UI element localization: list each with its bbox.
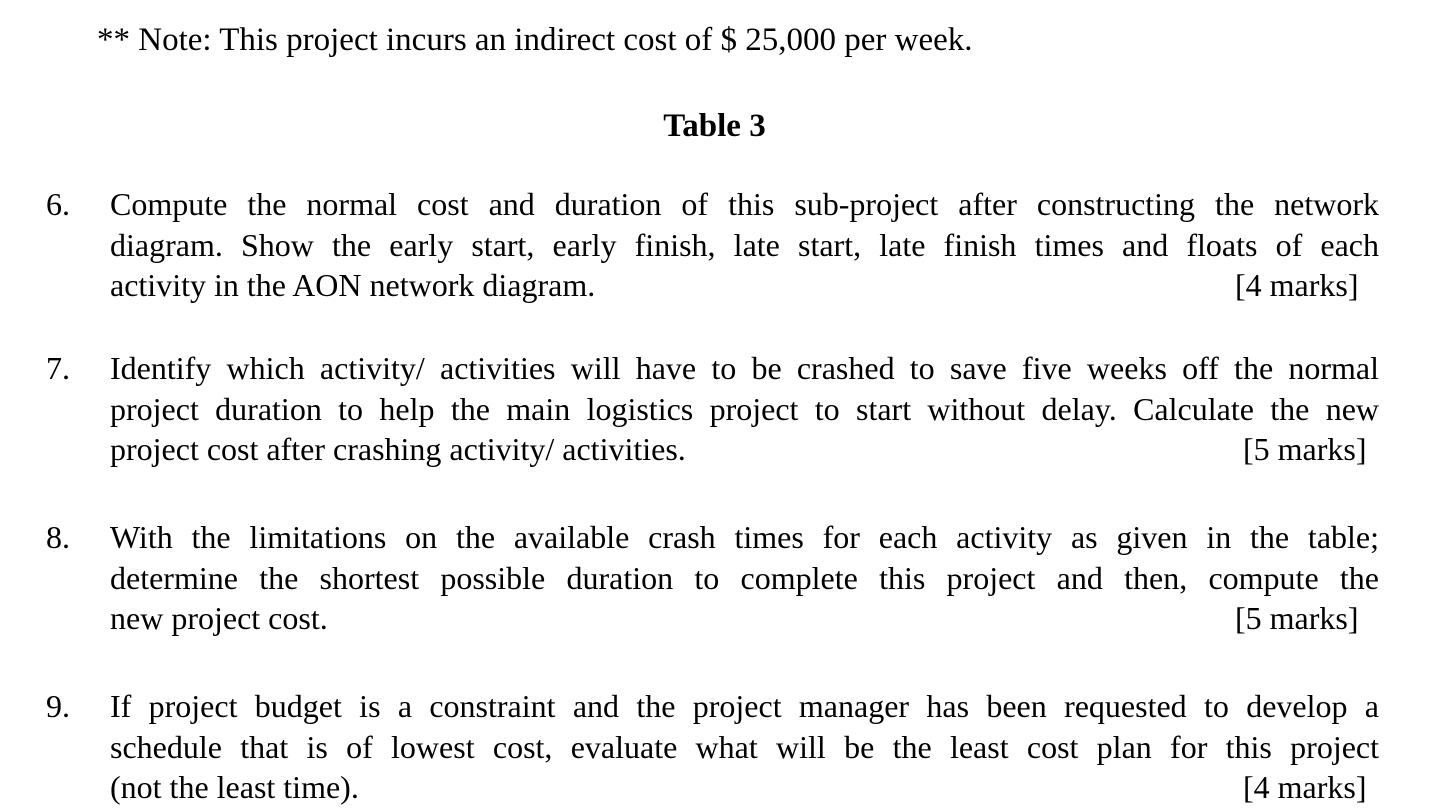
question-line: schedule that is of lowest cost, evaluate what will be the least cost plan for this project [110, 728, 1379, 765]
question-line: project duration to help the main logistics project to start without delay. Calculate the new [110, 390, 1379, 427]
question-line: project cost after crashing activity/ activities. [110, 431, 686, 467]
question-line: With the limitations on the available crash times for each activity as given in the table; [110, 519, 1379, 555]
question-line: If project budget is a constraint and the project manager has been requested to develop a [110, 688, 1379, 724]
question-line: diagram. Show the early start, early finish, late start, late finish times and floats of each [110, 226, 1379, 263]
question-text [110, 184, 1379, 306]
indirect-cost-note: ** Note: This project incurs an indirect cost of $ 25,000 per week. [97, 22, 973, 58]
question-line: (not the least time). [110, 769, 359, 805]
question-line: Identify which activity/ activities will have to be crashed to save five weeks off the normal [110, 350, 1379, 386]
question-number: 7. [46, 350, 70, 386]
question-line: Compute the normal cost and duration of this sub-project after constructing the network [110, 186, 1379, 222]
question-number: 8. [46, 519, 70, 555]
question-text [110, 686, 1379, 808]
question-text [110, 348, 1379, 470]
question-number: 6. [46, 186, 70, 222]
question-line: activity in the AON network diagram. [110, 267, 596, 303]
question-line: new project cost. [110, 600, 328, 636]
question-number: 9. [46, 688, 70, 724]
question-marks: [5 marks] [1235, 600, 1359, 636]
question-line: determine the shortest possible duration to complete this project and then, compute the [110, 559, 1379, 596]
question-marks: [4 marks] [1235, 267, 1359, 303]
question-marks: [5 marks] [1243, 431, 1367, 467]
question-marks: [4 marks] [1243, 769, 1367, 805]
question-text [110, 517, 1379, 639]
table-title: Table 3 [663, 108, 766, 144]
